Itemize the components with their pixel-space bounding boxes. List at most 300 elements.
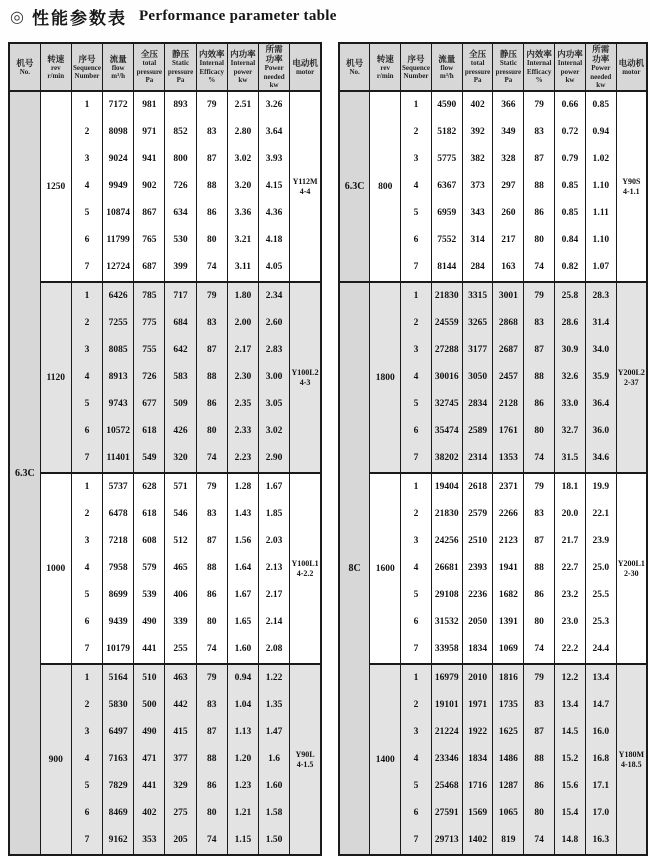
cell-value: 74 (206, 644, 217, 654)
cell-value: 2371 (498, 482, 518, 492)
rpm-cell: 900 (40, 664, 71, 855)
cell-value: 2 (413, 700, 419, 710)
cell-value: 490 (142, 727, 157, 737)
cell-value: 800 (173, 154, 188, 164)
motor-line: 2-30 (624, 568, 639, 578)
motor-line: Y100L2 (291, 367, 319, 377)
header-line: Internal (557, 59, 583, 68)
header-line: 全压 (469, 49, 487, 60)
data-cell-static-pressure (493, 473, 524, 664)
cell-value: 87 (206, 727, 217, 737)
cell-value: 19.9 (592, 482, 610, 492)
rpm-cell: 1000 (40, 473, 71, 664)
cell-value: 35.9 (592, 372, 610, 382)
data-cell-total-pressure (462, 664, 493, 855)
cell-value: 9743 (108, 399, 128, 409)
header-line: Internal (526, 59, 552, 68)
data-cell-internal-efficacy (524, 282, 555, 473)
cell-value: 2834 (468, 399, 488, 409)
cell-value: 642 (173, 345, 188, 355)
motor-line: Y90S (622, 176, 641, 186)
cell-value: 7 (413, 262, 419, 272)
cell-value: 18.1 (561, 482, 579, 492)
cell-value: 2 (84, 509, 90, 519)
cell-value: 2579 (468, 509, 488, 519)
cell-value: 320 (173, 453, 188, 463)
cell-value: 402 (470, 100, 485, 110)
cell-value: 7 (413, 835, 419, 845)
cell-value: 34.0 (592, 345, 610, 355)
cell-value: 971 (142, 127, 157, 137)
cell-value: 83 (534, 318, 544, 328)
cell-value: 74 (206, 835, 217, 845)
header-line: pressure (167, 67, 194, 76)
header-row (9, 43, 321, 91)
cell-value: 1.47 (265, 727, 283, 737)
data-cell-internal-efficacy (196, 473, 227, 664)
cell-value: 34.6 (592, 453, 610, 463)
cell-value: 83 (534, 700, 544, 710)
cell-value: 3265 (468, 318, 488, 328)
cell-value: 1 (84, 673, 90, 683)
data-cell-power-needed (259, 664, 290, 855)
header-row (339, 43, 647, 91)
cell-value: 328 (501, 154, 516, 164)
cell-value: 15.2 (561, 754, 579, 764)
cell-value: 490 (142, 617, 157, 627)
cell-value: 353 (142, 835, 157, 845)
cell-value: 1.22 (265, 673, 283, 683)
header-line: r/min (47, 72, 65, 80)
data-cell-internal-power (555, 473, 586, 664)
header-line: motor (295, 67, 315, 76)
data-cell-internal-efficacy (524, 473, 555, 664)
header-cell-sequence (71, 43, 102, 91)
cell-value: 79 (534, 100, 544, 110)
cell-value: 1287 (498, 781, 518, 791)
header-cell-static-pressure (493, 43, 524, 91)
cell-value: 30016 (434, 372, 459, 382)
cell-value: 83 (534, 509, 544, 519)
cell-value: 14.7 (592, 700, 610, 710)
cell-value: 79 (534, 482, 544, 492)
cell-value: 2.60 (265, 318, 283, 328)
cell-value: 3.00 (265, 372, 283, 382)
data-cell-static-pressure (493, 664, 524, 855)
cell-value: 16979 (434, 673, 459, 683)
data-cell-internal-efficacy (196, 91, 227, 282)
cell-value: 6426 (108, 291, 128, 301)
cell-value: 7829 (108, 781, 128, 791)
cell-value: 1353 (498, 453, 518, 463)
data-cell-static-pressure (165, 664, 196, 855)
cell-value: 2.13 (265, 563, 283, 573)
cell-value: 88 (206, 563, 217, 573)
cell-value: 3 (84, 345, 90, 355)
cell-value: 4 (84, 181, 90, 191)
header-cell-motor (290, 43, 321, 91)
cell-value: 25.8 (561, 291, 579, 301)
cell-value: 5830 (108, 700, 128, 710)
cell-value: 893 (173, 100, 188, 110)
cell-value: 88 (534, 563, 544, 573)
cell-value: 2.34 (265, 291, 283, 301)
cell-value: 38202 (434, 453, 459, 463)
block-row-1400 (339, 664, 647, 855)
header-line: 所需 (265, 44, 283, 55)
data-cell-sequence (401, 282, 432, 473)
cell-value: 3.11 (234, 262, 251, 272)
header-cell-total-pressure (462, 43, 493, 91)
header-line: 流量 (438, 53, 456, 64)
cell-value: 2.23 (234, 453, 252, 463)
cell-value: 16.3 (592, 835, 610, 845)
cell-value: 1761 (498, 426, 518, 436)
cell-value: 2.03 (265, 536, 283, 546)
cell-value: 2.30 (234, 372, 252, 382)
motor-cell (290, 664, 321, 855)
header-cell-flow (431, 43, 462, 91)
cell-value: 509 (173, 399, 188, 409)
cell-value: 1.60 (265, 781, 283, 791)
cell-value: 23346 (434, 754, 459, 764)
rpm-cell: 1600 (370, 473, 401, 664)
cell-value: 1971 (468, 700, 488, 710)
cell-value: 717 (173, 291, 188, 301)
cell-value: 1941 (498, 563, 518, 573)
cell-value: 31532 (434, 617, 459, 627)
cell-value: 16.0 (592, 727, 610, 737)
header-line: 电动机 (618, 57, 645, 68)
data-cell-power-needed (585, 91, 616, 282)
block-row-1800 (339, 282, 647, 473)
cell-value: 902 (142, 181, 157, 191)
cell-value: 2.51 (234, 100, 252, 110)
cell-value: 29713 (434, 835, 459, 845)
cell-value: 5 (413, 590, 419, 600)
cell-value: 2687 (498, 345, 518, 355)
cell-value: 4.18 (265, 235, 283, 245)
cell-value: 471 (142, 754, 157, 764)
header-line: Sequence (72, 63, 101, 72)
cell-value: 26681 (434, 563, 459, 573)
cell-value: 3.26 (265, 100, 283, 110)
cell-value: 687 (142, 262, 157, 272)
cell-value: 24559 (434, 318, 459, 328)
cell-value: 1.20 (234, 754, 252, 764)
header-cell-rev (370, 43, 401, 91)
data-cell-power-needed (259, 282, 290, 473)
data-cell-power-needed (259, 473, 290, 664)
cell-value: 86 (206, 208, 217, 218)
cell-value: 25.0 (592, 563, 610, 573)
cell-value: 3.02 (234, 154, 252, 164)
cell-value: 549 (142, 453, 157, 463)
cell-value: 13.4 (592, 673, 610, 683)
cell-value: 0.66 (561, 100, 579, 110)
cell-value: 2.08 (265, 644, 283, 654)
motor-line: Y200L1 (617, 558, 645, 568)
cell-value: 5 (413, 781, 419, 791)
block-row-800 (339, 91, 647, 282)
header-cell-power-needed (585, 43, 616, 91)
cell-value: 1.58 (265, 808, 283, 818)
cell-value: 21830 (434, 509, 459, 519)
cell-value: 3 (413, 727, 419, 737)
header-cell-internal-efficacy (524, 43, 555, 91)
motor-line: Y200L2 (617, 367, 645, 377)
cell-value: 618 (142, 509, 157, 519)
cell-value: 343 (470, 208, 485, 218)
cell-value: 628 (142, 482, 157, 492)
cell-value: 1065 (498, 808, 518, 818)
cell-value: 6 (84, 808, 90, 818)
cell-value: 1.15 (234, 835, 252, 845)
cell-value: 5 (413, 208, 419, 218)
cell-value: 25.5 (592, 590, 610, 600)
cell-value: 4 (413, 181, 419, 191)
header-line: r/min (376, 72, 394, 80)
cell-value: 80 (534, 426, 544, 436)
cell-value: 80 (534, 235, 544, 245)
cell-value: 1.85 (265, 509, 283, 519)
header-line: Pa (145, 76, 154, 85)
cell-value: 10572 (106, 426, 131, 436)
cell-value: 3.21 (234, 235, 252, 245)
rpm-cell: 1120 (40, 282, 71, 473)
cell-value: 88 (534, 372, 544, 382)
motor-cell (616, 91, 647, 282)
data-cell-internal-efficacy (196, 282, 227, 473)
data-cell-flow (431, 91, 462, 282)
data-cell-flow (103, 473, 134, 664)
data-cell-internal-power (555, 664, 586, 855)
machine-no-cell: 8C (339, 282, 370, 855)
cell-value: 88 (206, 181, 217, 191)
cell-value: 2.00 (234, 318, 252, 328)
cell-value: 1.21 (234, 808, 252, 818)
header-line: Static (499, 59, 517, 68)
header-line: 静压 (172, 49, 190, 60)
data-cell-flow (431, 282, 462, 473)
cell-value: 1.02 (592, 154, 610, 164)
performance-table-left (8, 42, 322, 856)
cell-value: 4590 (437, 100, 457, 110)
cell-value: 684 (173, 318, 188, 328)
header-line: rev (380, 63, 390, 72)
cell-value: 86 (534, 781, 544, 791)
cell-value: 80 (206, 426, 217, 436)
cell-value: 2457 (498, 372, 518, 382)
cell-value: 5775 (437, 154, 457, 164)
cell-value: 5164 (108, 673, 128, 683)
cell-value: 5 (413, 399, 419, 409)
header-cell-machine-no (339, 43, 370, 91)
data-cell-internal-efficacy (196, 664, 227, 855)
cell-value: 4 (413, 372, 419, 382)
cell-value: 87 (534, 154, 544, 164)
cell-value: 2.80 (234, 127, 252, 137)
cell-value: 0.72 (561, 127, 579, 137)
cell-value: 329 (173, 781, 188, 791)
cell-value: 4.15 (265, 181, 283, 191)
cell-value: 1922 (468, 727, 488, 737)
cell-value: 339 (173, 617, 188, 627)
header-cell-rev (40, 43, 71, 91)
cell-value: 2.90 (265, 453, 283, 463)
cell-value: 284 (470, 262, 485, 272)
motor-line: 4-1.5 (296, 759, 314, 769)
header-line: Number (403, 72, 429, 80)
data-cell-sequence (71, 473, 102, 664)
data-cell-sequence (401, 91, 432, 282)
data-cell-internal-efficacy (524, 91, 555, 282)
motor-line: Y90L (295, 749, 315, 759)
header-line: 机号 (16, 57, 34, 68)
header-line: kw (565, 76, 575, 85)
cell-value: 530 (173, 235, 188, 245)
cell-value: 5 (84, 590, 90, 600)
cell-value: 6959 (437, 208, 457, 218)
cell-value: 21830 (434, 291, 459, 301)
cell-value: 5 (84, 399, 90, 409)
block-row-1250 (9, 91, 321, 282)
cell-value: 297 (501, 181, 516, 191)
motor-cell (290, 473, 321, 664)
cell-value: 25468 (434, 781, 459, 791)
header-line: 转速 (376, 53, 394, 64)
cell-value: 217 (501, 235, 516, 245)
cell-value: 0.94 (234, 673, 252, 683)
cell-value: 36.0 (592, 426, 610, 436)
data-cell-internal-power (227, 664, 258, 855)
cell-value: 981 (142, 100, 157, 110)
data-cell-internal-power (555, 282, 586, 473)
cell-value: 539 (142, 590, 157, 600)
cell-value: 86 (206, 399, 217, 409)
cell-value: 634 (173, 208, 188, 218)
cell-value: 373 (470, 181, 485, 191)
cell-value: 1.60 (234, 644, 252, 654)
cell-value: 2 (413, 318, 419, 328)
data-cell-flow (103, 282, 134, 473)
cell-value: 79 (534, 291, 544, 301)
motor-cell (290, 282, 321, 473)
cell-value: 2393 (468, 563, 488, 573)
cell-value: 4 (84, 372, 90, 382)
cell-value: 571 (173, 482, 188, 492)
cell-value: 2.17 (265, 590, 283, 600)
header-line: Static (171, 59, 190, 68)
cell-value: 579 (142, 563, 157, 573)
cell-value: 255 (173, 644, 188, 654)
data-cell-power-needed (585, 664, 616, 855)
cell-value: 30.9 (561, 345, 579, 355)
cell-value: 32745 (434, 399, 459, 409)
header-line: power (233, 67, 253, 76)
cell-value: 12.2 (561, 673, 579, 683)
data-cell-sequence (71, 664, 102, 855)
cell-value: 2266 (498, 509, 518, 519)
cell-value: 2.17 (234, 345, 252, 355)
data-cell-internal-power (227, 282, 258, 473)
cell-value: 29108 (434, 590, 459, 600)
header-line: % (208, 76, 216, 85)
cell-value: 402 (142, 808, 157, 818)
cell-value: 6 (84, 617, 90, 627)
block-row-1120 (9, 282, 321, 473)
header-line: 电动机 (292, 57, 318, 68)
cell-value: 87 (534, 536, 544, 546)
cell-value: 74 (534, 835, 544, 845)
cell-value: 260 (501, 208, 516, 218)
cell-value: 1 (413, 673, 419, 683)
header-line: total (470, 59, 485, 68)
header-line: 序号 (407, 53, 425, 64)
cell-value: 3315 (468, 291, 488, 301)
cell-value: 87 (206, 345, 217, 355)
cell-value: 27591 (434, 808, 459, 818)
cell-value: 74 (206, 453, 217, 463)
cell-value: 88 (206, 754, 217, 764)
cell-value: 608 (142, 536, 157, 546)
cell-value: 392 (470, 127, 485, 137)
cell-value: 2 (413, 127, 419, 137)
cell-value: 2123 (498, 536, 518, 546)
header-line: 所需 (592, 44, 610, 55)
cell-value: 3.20 (234, 181, 252, 191)
cell-value: 726 (173, 181, 188, 191)
header-line: 内功率 (557, 49, 583, 60)
header-line: flow (440, 63, 454, 72)
cell-value: 1834 (468, 754, 488, 764)
cell-value: 1.35 (265, 700, 283, 710)
cell-value: 7958 (108, 563, 128, 573)
cell-value: 86 (206, 590, 217, 600)
cell-value: 1.65 (234, 617, 252, 627)
cell-value: 25.3 (592, 617, 610, 627)
cell-value: 8469 (108, 808, 128, 818)
cell-value: 9024 (108, 154, 128, 164)
cell-value: 1 (413, 482, 419, 492)
header-line: pressure (136, 67, 163, 76)
cell-value: 1069 (498, 644, 518, 654)
header-line: pressure (495, 67, 522, 76)
cell-value: 22.7 (561, 563, 579, 573)
cell-value: 314 (470, 235, 485, 245)
data-cell-total-pressure (462, 91, 493, 282)
header-line: 功率 (265, 54, 283, 65)
cell-value: 2 (84, 700, 90, 710)
header-line: Pa (473, 76, 482, 85)
cell-value: 79 (206, 673, 217, 683)
cell-value: 9162 (108, 835, 128, 845)
data-cell-total-pressure (462, 473, 493, 664)
cell-value: 7 (84, 644, 90, 654)
header-line: 功率 (592, 54, 610, 65)
cell-value: 1816 (498, 673, 518, 683)
cell-value: 0.82 (561, 262, 579, 272)
cell-value: 1.13 (234, 727, 252, 737)
data-cell-sequence (71, 91, 102, 282)
cell-value: 3 (413, 536, 419, 546)
motor-cell (616, 664, 647, 855)
header-line: 全压 (140, 49, 158, 60)
cell-value: 7218 (108, 536, 128, 546)
header-line: m³/h (111, 72, 126, 80)
cell-value: 510 (142, 673, 157, 683)
cell-value: 74 (206, 262, 217, 272)
